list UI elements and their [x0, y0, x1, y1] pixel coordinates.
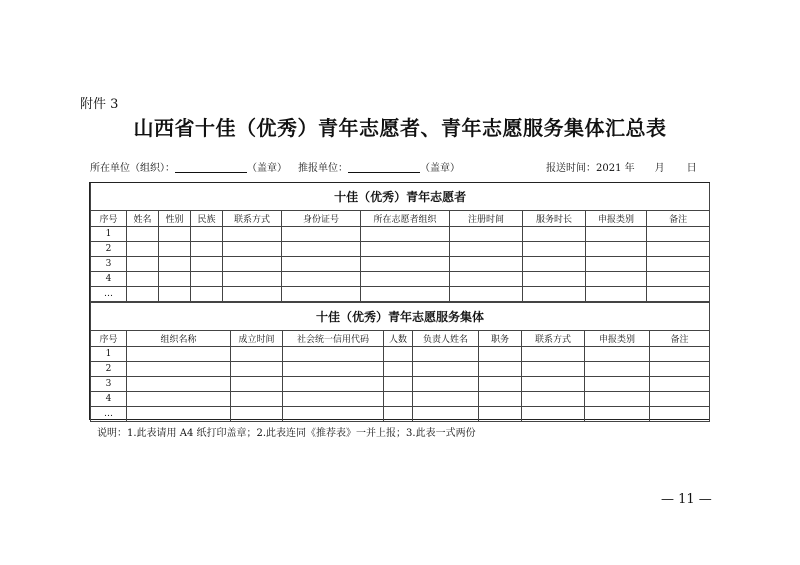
table-cell	[283, 392, 384, 407]
table-cell	[647, 257, 710, 272]
date-label: 报送时间：2021 年	[546, 163, 635, 174]
table-cell	[585, 347, 650, 362]
table-cell	[361, 272, 450, 287]
volunteers-section-title: 十佳（优秀）青年志愿者	[91, 183, 710, 211]
table-row	[91, 407, 710, 422]
table-cell	[361, 257, 450, 272]
table-cell	[650, 407, 710, 422]
column-header: 负责人姓名	[413, 331, 479, 347]
unit-stamp-label: （盖章）	[247, 163, 287, 174]
table-cell	[231, 347, 283, 362]
row-number: 3	[91, 377, 127, 392]
table-cell	[523, 257, 586, 272]
table-cell	[522, 377, 585, 392]
column-header: 社会统一信用代码	[283, 331, 384, 347]
column-header: 民族	[191, 211, 223, 227]
table-cell	[479, 362, 522, 377]
table-cell	[384, 347, 413, 362]
row-number: 2	[91, 362, 127, 377]
row-number: 2	[91, 242, 127, 257]
table-cell	[479, 347, 522, 362]
column-header: 备注	[650, 331, 710, 347]
table-cell	[586, 227, 647, 242]
table-cell	[191, 287, 223, 302]
column-header: 申报类别	[585, 331, 650, 347]
table-cell	[384, 362, 413, 377]
date-month-label: 月	[654, 163, 665, 174]
recommend-blank-line	[348, 161, 420, 173]
table-cell	[231, 392, 283, 407]
table-cell	[361, 287, 450, 302]
column-header: 服务时长	[523, 211, 586, 227]
table-cell	[127, 287, 159, 302]
table-cell	[450, 272, 523, 287]
table-cell	[523, 242, 586, 257]
table-cell	[450, 242, 523, 257]
table-cell	[283, 377, 384, 392]
table-cell	[127, 272, 159, 287]
column-header: 注册时间	[450, 211, 523, 227]
recommend-field	[298, 159, 460, 174]
table-row	[91, 377, 710, 392]
table-cell	[650, 377, 710, 392]
row-number: 1	[91, 227, 127, 242]
date-field	[546, 159, 697, 174]
table-row	[91, 362, 710, 377]
column-header: 备注	[647, 211, 710, 227]
table-cell	[586, 242, 647, 257]
table-cell	[159, 242, 191, 257]
table-cell	[413, 407, 479, 422]
table-cell	[231, 362, 283, 377]
table-cell	[282, 242, 361, 257]
volunteers-header-row	[91, 211, 710, 227]
column-header: 联系方式	[223, 211, 282, 227]
table-cell	[647, 227, 710, 242]
table-cell	[223, 287, 282, 302]
table-cell	[413, 362, 479, 377]
row-number: 4	[91, 392, 127, 407]
attachment-label: 附件 3	[80, 97, 119, 112]
page-title: 山西省十佳（优秀）青年志愿者、青年志愿服务集体汇总表	[133, 116, 667, 140]
page-number: — 11 —	[661, 492, 712, 507]
table-cell	[231, 407, 283, 422]
table-cell	[384, 407, 413, 422]
table-cell	[282, 227, 361, 242]
table-row	[91, 242, 710, 257]
table-cell	[586, 272, 647, 287]
table-cell	[127, 257, 159, 272]
column-header: 序号	[91, 211, 127, 227]
table-cell	[413, 392, 479, 407]
table-cell	[479, 377, 522, 392]
table-cell	[191, 257, 223, 272]
table-cell	[159, 227, 191, 242]
table-cell	[522, 347, 585, 362]
table-cell	[522, 392, 585, 407]
column-header: 成立时间	[231, 331, 283, 347]
table-cell	[282, 257, 361, 272]
recommend-stamp-label: （盖章）	[420, 163, 460, 174]
table-cell	[127, 347, 231, 362]
table-cell	[647, 242, 710, 257]
table-cell	[231, 377, 283, 392]
table-cell	[585, 407, 650, 422]
column-header: 性别	[159, 211, 191, 227]
unit-field	[90, 159, 287, 174]
table-cell	[223, 272, 282, 287]
column-header: 组织名称	[127, 331, 231, 347]
table-cell	[523, 227, 586, 242]
table-row	[91, 272, 710, 287]
table-cell	[127, 227, 159, 242]
table-cell	[647, 287, 710, 302]
table-cell	[523, 287, 586, 302]
table-cell	[413, 347, 479, 362]
table-cell	[479, 392, 522, 407]
table-cell	[223, 242, 282, 257]
table-row	[91, 227, 710, 242]
table-cell	[361, 227, 450, 242]
date-day-label: 日	[686, 163, 697, 174]
table-cell	[127, 242, 159, 257]
table-cell	[127, 407, 231, 422]
table-cell	[479, 407, 522, 422]
table-cell	[647, 272, 710, 287]
table-cell	[127, 362, 231, 377]
table-cell	[586, 287, 647, 302]
groups-section-title: 十佳（优秀）青年志愿服务集体	[91, 303, 710, 331]
row-number: 4	[91, 272, 127, 287]
table-cell	[522, 362, 585, 377]
table-cell	[361, 242, 450, 257]
unit-label: 所在单位（组织）：	[90, 163, 175, 174]
table-cell	[159, 287, 191, 302]
column-header: 序号	[91, 331, 127, 347]
table-cell	[650, 392, 710, 407]
table-cell	[650, 347, 710, 362]
table-cell	[223, 257, 282, 272]
table-cell	[283, 362, 384, 377]
table-cell	[282, 287, 361, 302]
column-header: 身份证号	[282, 211, 361, 227]
table-cell	[450, 257, 523, 272]
table-row	[91, 257, 710, 272]
table-cell	[384, 392, 413, 407]
column-header: 申报类别	[586, 211, 647, 227]
table-cell	[585, 377, 650, 392]
table-row	[91, 287, 710, 302]
column-header: 姓名	[127, 211, 159, 227]
table-cell	[283, 347, 384, 362]
table-cell	[159, 257, 191, 272]
table-cell	[586, 257, 647, 272]
column-header: 所在志愿者组织	[361, 211, 450, 227]
table-cell	[450, 287, 523, 302]
table-cell	[283, 407, 384, 422]
table-cell	[223, 227, 282, 242]
table-cell	[191, 227, 223, 242]
column-header: 联系方式	[522, 331, 585, 347]
table-cell	[282, 272, 361, 287]
summary-table	[89, 182, 710, 420]
row-number: …	[91, 407, 127, 422]
volunteers-table	[90, 183, 710, 302]
table-cell	[127, 377, 231, 392]
table-row	[91, 347, 710, 362]
column-header: 人数	[384, 331, 413, 347]
instructions-note: 说明：1.此表请用 A4 纸打印盖章；2.此表连同《推荐表》一并上报；3.此表一式两份	[97, 428, 476, 439]
unit-blank-line	[175, 161, 247, 173]
table-cell	[127, 392, 231, 407]
groups-table	[90, 302, 710, 422]
table-cell	[585, 362, 650, 377]
table-cell	[450, 227, 523, 242]
table-cell	[650, 362, 710, 377]
row-number: 3	[91, 257, 127, 272]
table-cell	[384, 377, 413, 392]
column-header: 职务	[479, 331, 522, 347]
table-cell	[522, 407, 585, 422]
table-cell	[191, 242, 223, 257]
table-row	[91, 392, 710, 407]
table-cell	[159, 272, 191, 287]
row-number: 1	[91, 347, 127, 362]
groups-header-row	[91, 331, 710, 347]
recommend-label: 推报单位：	[298, 163, 348, 174]
table-cell	[191, 272, 223, 287]
table-cell	[523, 272, 586, 287]
table-cell	[585, 392, 650, 407]
row-number: …	[91, 287, 127, 302]
table-cell	[413, 377, 479, 392]
